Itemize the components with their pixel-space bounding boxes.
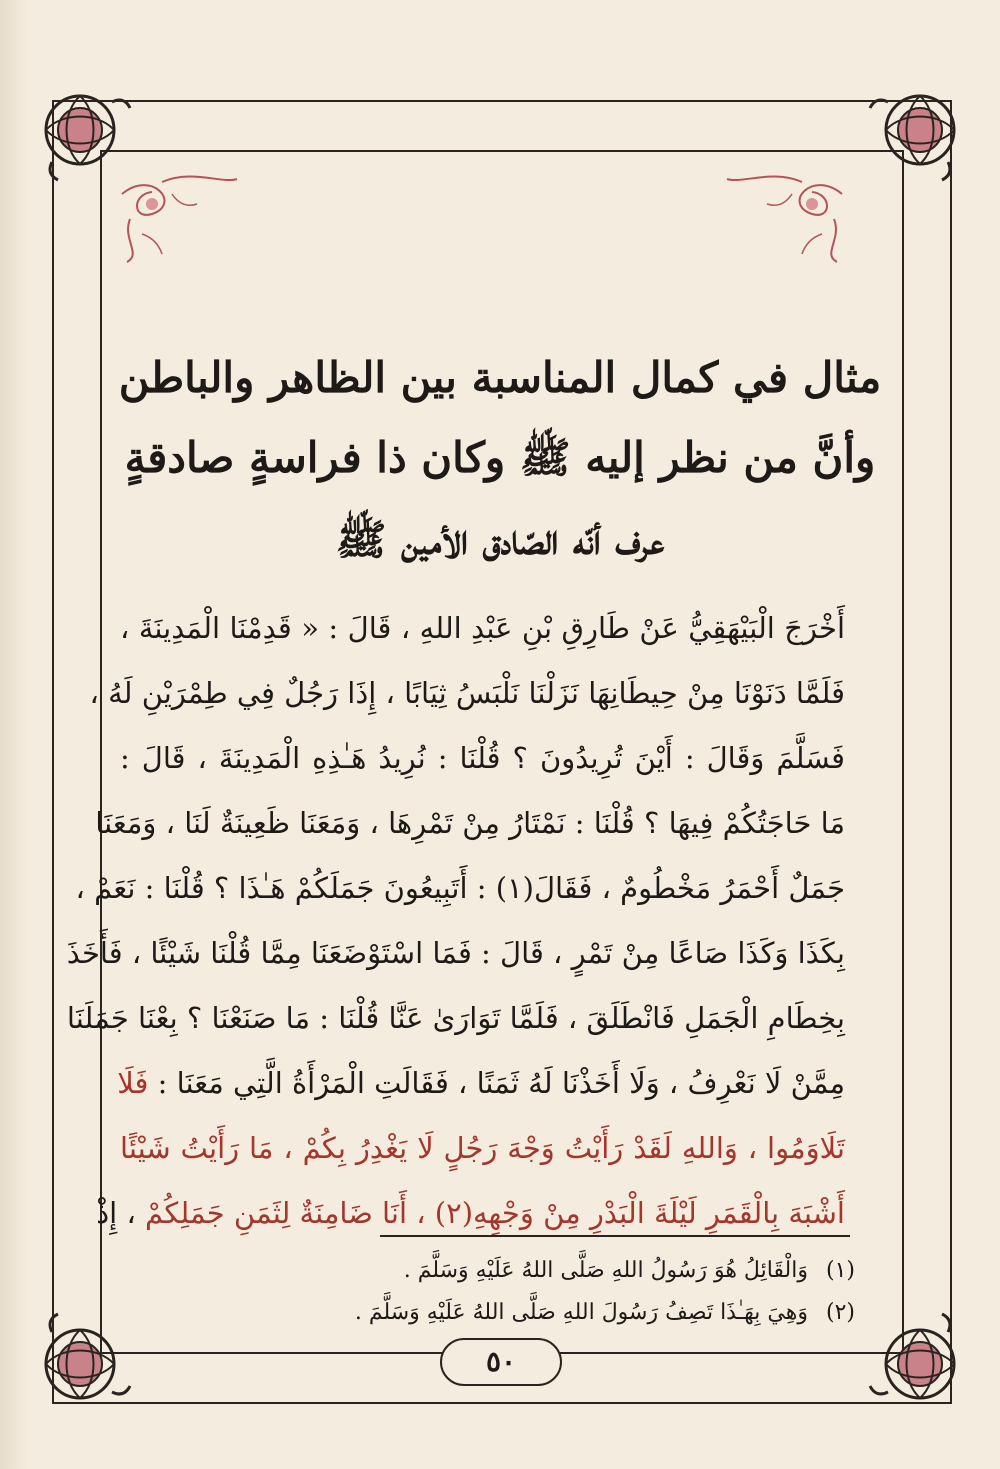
body-line: بِكَذَا وَكَذَا صَاعًا مِنْ تَمْرٍ ، قَالَ : فَمَا اسْتَوْضَعَنَا مِمَّا قُلْنَا شَيْئًا ، فَأَخَذَ — [66, 936, 845, 970]
page-number: ٥٠ — [440, 1338, 562, 1386]
body-line: فَسَلَّمَ وَقَالَ : أَيْنَ تُرِيدُونَ ؟ قُلْنَا : نُرِيدُ هَـٰذِهِ الْمَدِينَةَ ، قَالَ : — [120, 741, 845, 775]
floral-header-ornament-icon — [112, 164, 242, 264]
footnote — [330, 1250, 855, 1292]
quoted-highlight-text: أَشْبَهَ بِالْقَمَرِ لَيْلَةَ الْبَدْرِ مِنْ وَجْهِهِ(٢) ، أَنَا ضَامِنَةٌ لِثَمَنِ جَمَلِكُمْ — [145, 1196, 845, 1230]
footnote-text: وَالْقَائِلُ هُوَ رَسُولُ اللهِ صَلَّى اللهُ عَلَيْهِ وَسَلَّمَ . — [403, 1258, 808, 1283]
footnote-number: (١) — [825, 1258, 855, 1283]
body-text-span: مِمَّنْ لَا نَعْرِفُ ، وَلَا أَخَذْنَا لَهُ ثَمَنًا ، فَقَالَتِ الْمَرْأَةُ الَّتِي مَعَنَا : — [148, 1066, 845, 1100]
body-line: مَا حَاجَتُكُمْ فِيهَا ؟ قُلْنَا : نَمْتَارُ مِنْ تَمْرِهَا ، وَمَعَنَا ظَعِينَةٌ لَنَا ، وَمَعَنَا — [95, 806, 845, 840]
quoted-highlight-line: تَلَاوَمُوا ، وَاللهِ لَقَدْ رَأَيْتُ وَجْهَ رَجُلٍ لَا يَغْدِرُ بِكُمْ ، مَا رَأَيْتُ شَيْئًا — [120, 1131, 845, 1165]
body-text — [66, 596, 845, 1246]
body-line-mixed — [117, 1051, 845, 1116]
body-text-span: ، إِذْ — [96, 1196, 146, 1230]
body-line: أَخْرَجَ الْبَيْهَقِيُّ عَنْ طَارِقِ بْنِ عَبْدِ اللهِ ، قَالَ : « قَدِمْنَا الْمَدِينَةَ ، — [120, 611, 845, 645]
floral-header-ornament-icon — [722, 164, 852, 264]
floral-corner-ornament-icon — [858, 82, 968, 192]
page-spine-shadow — [0, 0, 28, 1469]
footnote-text: وَهِيَ بِهَـٰذَا تَصِفُ رَسُولَ اللهِ صَلَّى اللهُ عَلَيْهِ وَسَلَّمَ . — [354, 1300, 808, 1325]
body-line: جَمَلٌ أَحْمَرُ مَخْطُومٌ ، فَقَالَ(١) : أَتَبِيعُونَ جَمَلَكُمْ هَـٰذَا ؟ قُلْنَا : نَعَمْ ، — [75, 871, 845, 905]
footnote — [330, 1292, 855, 1334]
body-line: فَلَمَّا دَنَوْنَا مِنْ حِيطَانِهَا نَزَلْنَا نَلْبَسُ ثِيَابًا ، إِذَا رَجُلٌ فِي طِمْرَيْنِ لَهُ ، — [89, 676, 845, 710]
floral-corner-ornament-icon — [32, 1302, 142, 1412]
chapter-heading-line-2: وأنَّ من نظر إليه ﷺ وكان ذا فراسةٍ صادقةٍ — [124, 433, 876, 482]
quoted-highlight-text: فَلَا — [117, 1066, 149, 1100]
footnote-number: (٢) — [825, 1300, 855, 1325]
chapter-heading-line-3: عرف أنّه الصّادق الأمين ﷺ — [335, 515, 665, 564]
floral-corner-ornament-icon — [858, 1302, 968, 1412]
body-line: بِخِطَامِ الْجَمَلِ فَانْطَلَقَ ، فَلَمَّا تَوَارَىٰ عَنَّا قُلْنَا : مَا صَنَعْنَا ؟ بِعْنَا جَمَلَنَا — [66, 1001, 845, 1035]
footnotes — [330, 1250, 855, 1334]
chapter-heading-line-1: مثال في كمال المناسبة بين الظاهر والباطن — [118, 353, 882, 402]
footnote-divider — [380, 1235, 850, 1237]
